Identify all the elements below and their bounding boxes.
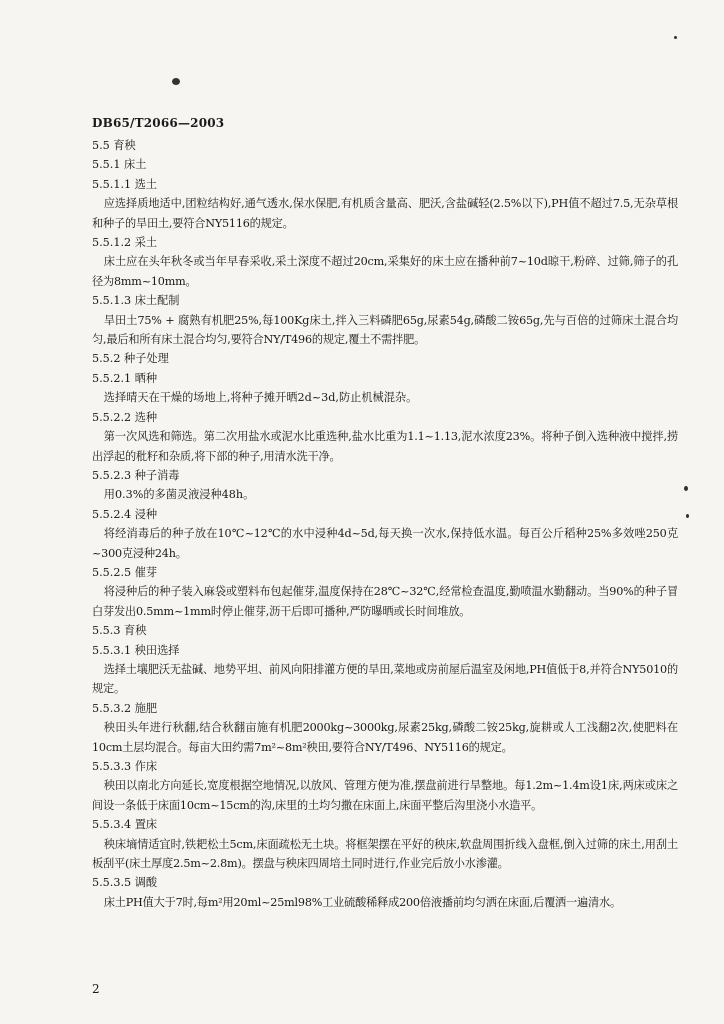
document-body [92,136,678,912]
paragraph: 床土PH值大于7时,每m²用20ml~25ml98%工业硫酸稀释成200倍液播前均匀洒在床面,后覆洒一遍清水。 [103,895,621,909]
paragraph: 选择土壤肥沃无盐碱、地势平坦、前风向阳排灌方便的旱田,菜地或房前屋后温室及闲地,PH值低于8,并符合NY5010的规定。 [92,662,678,696]
section-heading: 5.5.2.4 浸种 [92,507,158,521]
section-heading: 5.5.1.1 选土 [92,177,158,191]
section-heading: 5.5.2.5 催芽 [92,565,158,579]
section-heading: 5.5.3 育秧 [92,624,147,638]
document-code: DB65/T2066—2003 [92,116,225,130]
scan-speck [684,486,688,491]
paragraph: 将浸种后的种子装入麻袋或塑料布包起催芽,温度保持在28℃~32℃,经常检查温度,勤喷温水勤翻动。当90%的种子冒白芽发出0.5mm~1mm时停止催芽,沥干后即可播种,严防曝晒或长时间堆放。 [92,585,678,618]
scan-speck [172,78,180,85]
scan-speck [686,514,689,518]
paragraph: 将经消毒后的种子放在10℃~12℃的水中浸种4d~5d,每天换一次水,保持低水温。每百公斤稻种25%多效唑250克~300克浸种24h。 [92,527,678,560]
page-number: 2 [92,982,100,996]
paragraph: 秧床墒情适宜时,铁耙松土5cm,床面疏松无土块。将框架摆在平好的秧床,软盘周围折线入盘框,倒入过筛的床土,用刮土板刮平(床土厚度2.5m~2.8m)。摆盘与秧床四周培土同时进行,作业完后放小水渗灌。 [92,837,678,871]
section-heading: 5.5.1.2 采土 [92,236,158,250]
section-heading: 5.5.3.2 施肥 [92,701,158,715]
section-heading: 5.5.2.1 晒种 [92,371,158,385]
paragraph: 秧田头年进行秋翻,结合秋翻亩施有机肥2000kg~3000kg,尿素25kg,磷酸二铵25kg,旋耕或人工浅翻2次,使肥料在10cm土层均混合。每亩大田约需7m²~8m²秧田,要符合NY/T496、NY5116的规定。 [92,721,678,754]
section-heading: 5.5.3.4 置床 [92,818,158,832]
section-heading: 5.5 育秧 [92,139,136,152]
paragraph: 秧田以南北方向延长,宽度根据空地情况,以放风、管理方便为准,摆盘前进行旱整地。每1.2m~1.4m设1床,两床或床之间设一条低于床面10cm~15cm的沟,床里的土均匀撒在床面上,床面平整后沟里浇小水造平。 [92,779,678,812]
section-heading: 5.5.3.1 秧田选择 [92,643,180,657]
section-heading: 5.5.3.5 调酸 [92,876,158,890]
paragraph: 第一次风选和筛选。第二次用盐水或泥水比重选种,盐水比重为1.1~1.13,泥水浓度23%。将种子倒入选种液中搅拌,捞出浮起的秕籽和杂质,将下部的种子,用清水洗干净。 [92,430,678,463]
paragraph: 床土应在头年秋冬或当年早春采收,采土深度不超过20cm,采集好的床土应在播种前7~10d晾干,粉碎、过筛,筛子的孔径为8mm~10mm。 [92,255,678,288]
section-heading: 5.5.2 种子处理 [92,352,169,366]
section-heading: 5.5.1.3 床土配制 [92,294,180,308]
paragraph: 选择晴天在干燥的场地上,将种子摊开晒2d~3d,防止机械混杂。 [103,391,418,405]
section-heading: 5.5.2.3 种子消毒 [92,468,180,482]
paragraph: 应选择质地适中,团粒结构好,通气透水,保水保肥,有机质含量高、肥沃,含盐碱轻(2.5%以下),PH值不超过7.5,无杂草根和种子的旱田土,要符合NY5116的规定。 [92,197,678,230]
section-heading: 5.5.3.3 作床 [92,760,158,773]
paragraph: 用0.3%的多菌灵液浸种48h。 [103,488,255,502]
scan-speck [674,36,677,39]
section-heading: 5.5.2.2 选种 [92,410,158,424]
paragraph: 旱田土75% + 腐熟有机肥25%,每100Kg床土,拌入三料磷肥65g,尿素54g,磷酸二铵65g,先与百倍的过筛床土混合均匀,最后和所有床土混合均匀,要符合NY/T496的规定,覆土不需拌肥。 [92,313,678,347]
section-heading: 5.5.1 床土 [92,158,147,172]
